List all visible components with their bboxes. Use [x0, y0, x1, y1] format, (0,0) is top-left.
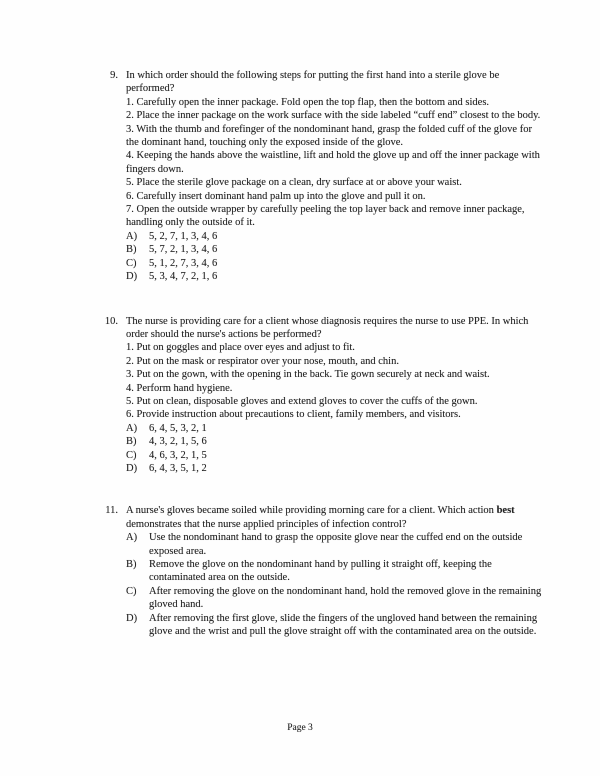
option-text: 4, 6, 3, 2, 1, 5 — [149, 449, 207, 461]
answer-option — [126, 243, 542, 256]
stem-bold-word: best — [496, 505, 515, 517]
option-text: Remove the glove on the nondominant hand by pulling it straight off, keeping the contaminated area on the outside. — [149, 559, 492, 584]
option-text: 6, 4, 5, 3, 2, 1 — [149, 422, 207, 434]
page-footer: Page 3 — [287, 723, 313, 733]
option-text: After removing the first glove, slide the fingers of the ungloved hand between the remaining glove and the wrist and pull the glove straight off with the contaminated area on the outside. — [149, 612, 538, 638]
ordered-step: 6. Provide instruction about precautions to client, family members, and visitors. — [126, 409, 461, 421]
option-text: Use the nondominant hand to grasp the opposite glove near the cuffed end on the outside exposed area. — [149, 532, 523, 557]
option-label: B) — [126, 559, 137, 570]
option-text: 5, 2, 7, 1, 3, 4, 6 — [149, 230, 218, 242]
answer-option — [126, 558, 542, 585]
option-label: D) — [126, 612, 138, 624]
ordered-step: 5. Place the sterile glove package on a clean, dry surface at or above your waist. — [126, 177, 462, 189]
option-text: 5, 1, 2, 7, 3, 4, 6 — [149, 257, 218, 269]
question-body — [126, 504, 542, 638]
ordered-step: 4. Perform hand hygiene. — [126, 382, 233, 394]
answer-option — [126, 531, 542, 558]
question-stem: The nurse is providing care for a client whose diagnosis requires the nurse to use PPE. In which order should the nurse's actions be performed? — [126, 315, 529, 340]
question-number: 11. — [105, 505, 118, 517]
ordered-step: 1. Carefully open the inner package. Fold open the top flap, then the bottom and sides. — [126, 96, 490, 108]
answer-option — [126, 230, 542, 243]
ordered-step: 6. Carefully insert dominant hand palm up into the glove and pull it on. — [126, 190, 426, 202]
option-label: A) — [126, 532, 138, 544]
question-body — [126, 69, 542, 284]
option-label: A) — [126, 230, 138, 242]
option-text: 5, 7, 2, 1, 3, 4, 6 — [149, 244, 218, 256]
answer-option — [126, 257, 542, 270]
ordered-step: 4. Keeping the hands above the waistline, lift and hold the glove up and off the inner package with fingers down. — [126, 150, 540, 175]
question-stem: In which order should the following steps for putting the first hand into a sterile glove be performed? — [126, 70, 500, 95]
answer-option — [126, 435, 542, 448]
question-stem — [126, 504, 542, 531]
option-text: 5, 3, 4, 7, 2, 1, 6 — [149, 271, 218, 283]
stem-text: A nurse's gloves became soiled while providing morning care for a client. Which action — [126, 505, 497, 517]
ordered-step: 2. Place the inner package on the work surface with the side labeled “cuff end” closest to the body. — [126, 110, 541, 122]
option-label: D) — [126, 462, 138, 474]
option-label: D) — [126, 271, 138, 283]
ordered-step: 7. Open the outside wrapper by carefully peeling the top layer back and remove inner package, handling only the outside of it. — [126, 204, 525, 229]
option-label: A) — [126, 422, 138, 434]
option-text: 4, 3, 2, 1, 5, 6 — [149, 436, 207, 448]
question-9 — [0, 69, 600, 284]
stem-text: demonstrates that the nurse applied principles of infection control? — [126, 518, 407, 530]
question-10 — [0, 315, 600, 476]
option-text: 6, 4, 3, 5, 1, 2 — [149, 462, 207, 474]
question-11 — [0, 504, 600, 638]
ordered-step: 1. Put on goggles and place over eyes and adjust to fit. — [126, 342, 355, 354]
option-text: After removing the glove on the nondominant hand, hold the removed glove in the remaining gloved hand. — [149, 585, 542, 611]
answer-option — [126, 270, 542, 283]
question-number: 9. — [110, 70, 118, 81]
ordered-step: 3. Put on the gown, with the opening in the back. Tie gown securely at neck and waist. — [126, 369, 490, 381]
answer-option — [126, 462, 542, 475]
answer-option — [126, 449, 542, 462]
ordered-step: 2. Put on the mask or respirator over your nose, mouth, and chin. — [126, 355, 399, 367]
question-body — [126, 315, 542, 476]
option-label: B) — [126, 244, 137, 256]
question-number: 10. — [104, 315, 118, 327]
ordered-step: 5. Put on clean, disposable gloves and extend gloves to cover the cuffs of the gown. — [126, 395, 478, 407]
option-label: C) — [126, 449, 137, 461]
answer-option — [126, 422, 542, 435]
option-label: C) — [126, 585, 137, 597]
answer-option — [126, 585, 542, 612]
option-label: B) — [126, 436, 137, 448]
option-label: C) — [126, 257, 137, 269]
ordered-step: 3. With the thumb and forefinger of the nondominant hand, grasp the folded cuff of the glove for the dominant hand, touching only the exposed inside of the glove. — [126, 123, 532, 149]
answer-option — [126, 612, 542, 639]
